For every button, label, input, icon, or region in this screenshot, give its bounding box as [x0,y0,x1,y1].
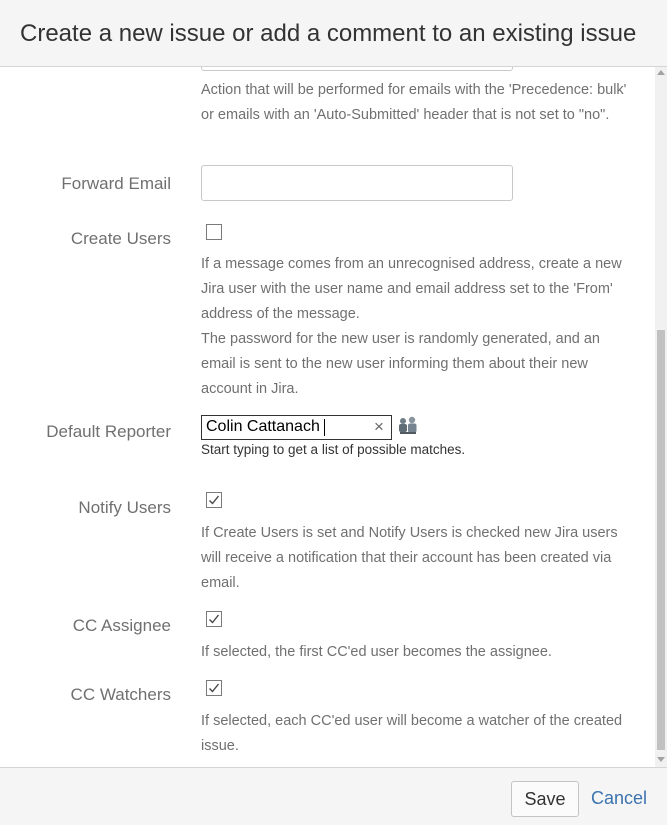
cancel-link[interactable]: Cancel [591,788,648,808]
create-users-description-1: If a message comes from an unrecognised address, create a new Jira user with the user name and email address set to the 'From' address of the message. [201,256,622,322]
scroll-up-icon[interactable] [657,70,665,75]
create-users-checkbox[interactable] [206,224,222,240]
default-reporter-label: Default Reporter [46,422,171,441]
default-reporter-input[interactable] [201,415,392,440]
create-users-description-2: The password for the new user is randomly generated, and an email is sent to the new user informing them about their new account in Jira. [201,331,600,397]
default-reporter-hint: Start typing to get a list of possible matches. [201,442,466,457]
cc-watchers-checkbox[interactable] [206,680,222,696]
create-users-description [201,252,631,402]
cc-watchers-description: If selected, each CC'ed user will become a watcher of the created issue. [201,713,623,754]
notify-users-checkbox[interactable] [206,492,222,508]
dialog-footer [0,767,667,825]
forward-email-input[interactable] [201,165,513,201]
cc-assignee-checkbox[interactable] [206,611,222,627]
scroll-down-icon[interactable] [657,757,665,762]
checkmark-icon [208,613,220,625]
text-caret [324,419,325,436]
notify-users-label: Notify Users [78,498,171,517]
scrollbar-thumb[interactable] [657,330,665,750]
save-button[interactable]: Save [511,781,579,817]
cc-watchers-label: CC Watchers [70,685,171,704]
user-picker-icon[interactable] [397,415,419,435]
bulk-action-select[interactable] [201,67,513,71]
create-users-label: Create Users [70,229,171,248]
content-scrollbar[interactable] [655,67,667,767]
dialog-header [0,0,667,67]
forward-email-label: Forward Email [61,174,171,193]
dialog-title: Create a new issue or add a comment to an existing issue [20,20,637,47]
default-reporter-value: Colin Cattanach [206,418,320,435]
cc-assignee-label: CC Assignee [72,616,171,635]
cc-assignee-description: If selected, the first CC'ed user becomes the assignee. [201,644,552,660]
notify-users-description: If Create Users is set and Notify Users is checked new Jira users will receive a notification that their account has been created via email. [201,525,618,591]
checkmark-icon [208,682,220,694]
dialog-content[interactable] [0,67,655,767]
clear-icon[interactable]: × [374,417,384,436]
checkmark-icon [208,494,220,506]
bulk-action-description: Action that will be performed for emails with the 'Precedence: bulk' or emails with an 'Auto-Submitted' header that is not set to "no". [201,82,627,123]
